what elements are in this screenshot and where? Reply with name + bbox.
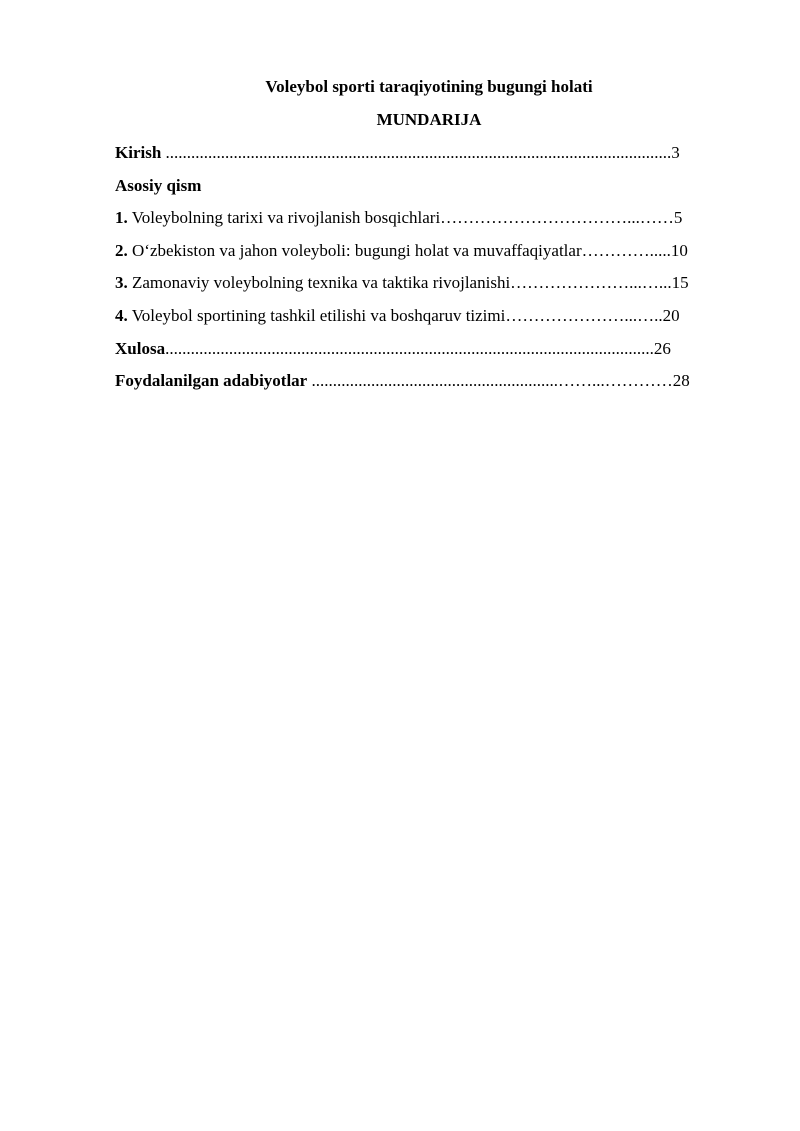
toc-page-number: 5: [673, 208, 683, 227]
toc-entry-number: 3.: [115, 273, 128, 292]
toc-entry-label: Foydalanilgan adabiyotlar: [115, 371, 308, 390]
toc-entry-label: Voleybolning tarixi va rivojlanish bosqichlari: [127, 208, 441, 227]
toc-heading: MUNDARIJA: [376, 110, 482, 129]
toc-entry-label: Kirish: [115, 143, 162, 162]
toc-entry-number: 4.: [115, 306, 128, 325]
toc-page-number: 26: [653, 339, 671, 358]
toc-entry-number: 1.: [115, 208, 128, 227]
toc-entry-label: Voleybol sportining tashkil etilishi va boshqaruv tizimi: [127, 306, 506, 325]
toc-leader: …………………...…...: [510, 273, 672, 292]
toc-leader: …………………...…..: [505, 306, 663, 325]
toc-entry-kirish[interactable]: [115, 142, 743, 164]
toc-leader: ………….....: [581, 241, 671, 260]
toc-leader: ...................................................................................................................: [165, 339, 654, 358]
toc-entry-label: Xulosa: [115, 339, 166, 358]
toc-leader: ..........................................................……...…………: [307, 371, 673, 390]
toc-entry-label: Zamonaviy voleybolning texnika va taktika rivojlanishi: [127, 273, 511, 292]
toc-entry-1[interactable]: [115, 207, 743, 229]
toc-page-number: 10: [670, 241, 688, 260]
toc-entry-2[interactable]: [115, 240, 743, 262]
toc-entry-3[interactable]: [115, 272, 743, 294]
toc-entry-xulosa[interactable]: [115, 338, 743, 360]
toc-page-number: 28: [672, 371, 690, 390]
toc-leader: ……………………………...……: [440, 208, 674, 227]
toc-entry-4[interactable]: [115, 305, 743, 327]
page-title: Voleybol sporti taraqiyotining bugungi holati: [265, 77, 593, 96]
toc-page-number: 20: [662, 306, 680, 325]
toc-leader: .......................................................................................................................: [161, 143, 672, 162]
section-label-asosiy-qism: Asosiy qism: [115, 176, 202, 195]
toc-page-number: 15: [671, 273, 689, 292]
toc-entry-foydalanilgan-adabiyotlar[interactable]: [115, 370, 743, 392]
toc-entry-number: 2.: [115, 241, 128, 260]
toc-page-number: 3: [671, 143, 680, 162]
toc-entry-label: O‘zbekiston va jahon voleyboli: bugungi holat va muvaffaqiyatlar: [127, 241, 582, 260]
